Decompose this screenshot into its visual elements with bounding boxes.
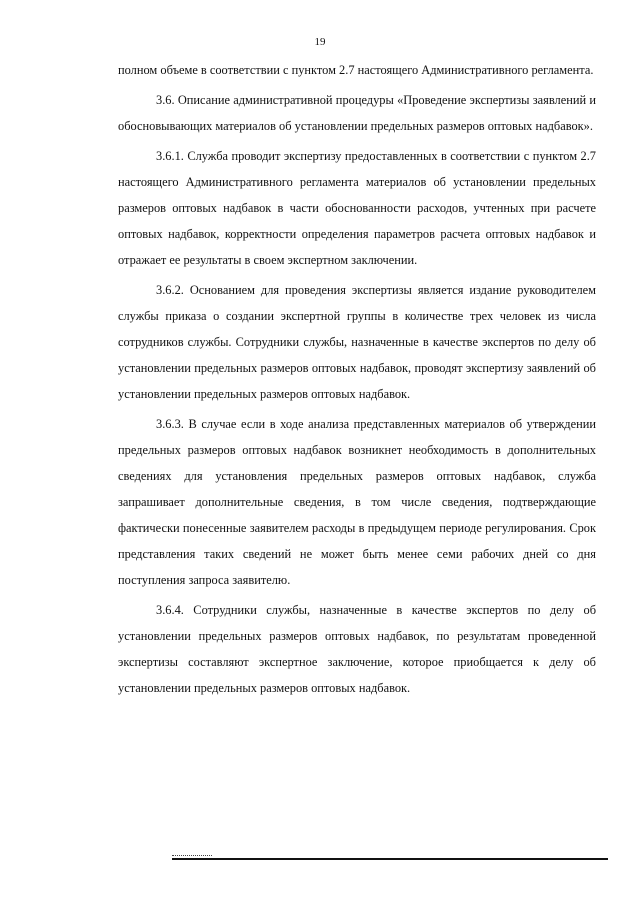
paragraph-3-6-3: 3.6.3. В случае если в ходе анализа представленных материалов об утверждении предельных размеров оптовых надбавок возникнет необходимость в дополнительных сведениях для установления предельных размеров оптовых надбавок, служба запрашивает дополнительные сведения, в том числе сведения, подтверждающие фактически понесенные заявителем расходы в предыдущем периоде регулирования. Срок представления таких сведений не может быть менее семи рабочих дней со дня поступления запроса заявителю. (118, 417, 596, 587)
footer-rule (172, 858, 608, 860)
paragraph-3-6-2: 3.6.2. Основанием для проведения экспертизы является издание руководителем службы приказа о создании экспертной группы в количестве трех человек из числа сотрудников службы. Сотрудники службы, назначенные в качестве экспертов по делу об установлении предельных размеров оптовых надбавок, проводят экспертизу заявлений об установлении предельных размеров оптовых надбавок. (118, 283, 596, 401)
paragraph-3-6-4: 3.6.4. Сотрудники службы, назначенные в качестве экспертов по делу об установлении предельных размеров оптовых надбавок, по результатам проведенной экспертизы составляют экспертное заключение, которое приобщается к делу об установлении предельных размеров оптовых надбавок. (118, 603, 596, 695)
page-number: 19 (314, 36, 326, 48)
paragraph-3-6: 3.6. Описание административной процедуры «Проведение экспертизы заявлений и обосновывающих материалов об установлении предельных размеров оптовых надбавок». (118, 93, 596, 133)
paragraph-3-6-1: 3.6.1. Служба проводит экспертизу предоставленных в соответствии с пунктом 2.7 настоящего Административного регламента материалов об установлении предельных размеров оптовых надбавок в части обоснованности расходов, учтенных при расчете оптовых надбавок, корректности определения параметров расчета оптовых надбавок и отражает ее результаты в своем экспертном заключении. (118, 149, 596, 267)
paragraph-continuation: полном объеме в соответствии с пунктом 2.7 настоящего Административного регламента. (118, 63, 594, 77)
footer-dotted-rule (172, 855, 212, 857)
document-body (118, 57, 596, 705)
